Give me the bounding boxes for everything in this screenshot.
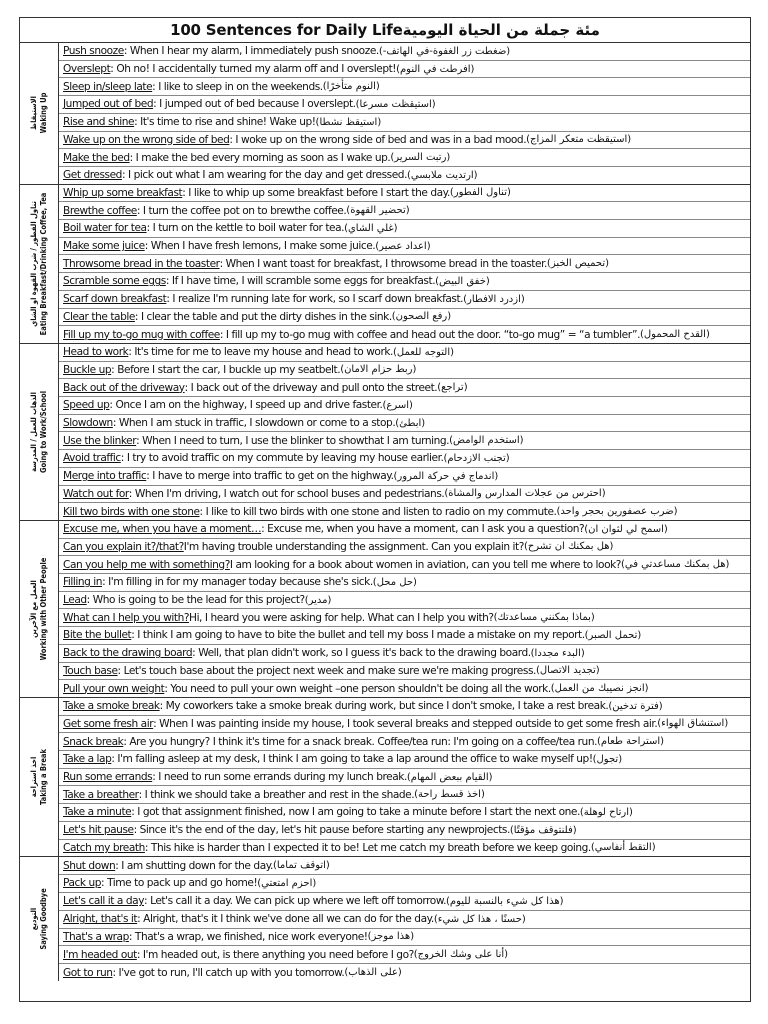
arabic-translation: (استنشاق الهواء) bbox=[657, 718, 729, 730]
phrase: Lead bbox=[63, 594, 87, 607]
arabic-translation: (القدح المحمول) bbox=[640, 329, 710, 341]
sentence-row bbox=[59, 61, 750, 79]
arabic-translation: (تجنب الازدحام) bbox=[443, 452, 510, 464]
sentence-row bbox=[59, 450, 750, 468]
example-sentence: : When I was painting inside my house, I took several breaks and stepped outside to get some fresh air. bbox=[153, 717, 658, 730]
phrase: Catch my breath bbox=[63, 841, 145, 854]
section bbox=[20, 521, 750, 698]
section bbox=[20, 185, 750, 344]
arabic-translation: (فلنتوقف مؤقتًا) bbox=[509, 824, 577, 836]
arabic-translation: (تجول) bbox=[592, 753, 623, 765]
section-label-text bbox=[29, 749, 49, 805]
arabic-translation: (حل محل) bbox=[372, 576, 417, 588]
example-sentence: I'm having trouble understanding the assignment. Can you explain it? bbox=[183, 540, 524, 553]
phrase: Boil water for tea bbox=[63, 222, 147, 235]
arabic-translation: (انجز نصيبك من العمل) bbox=[550, 683, 649, 695]
arabic-translation: (اعداد عصير) bbox=[375, 240, 431, 252]
phrase: Shut down bbox=[63, 859, 116, 872]
example-sentence: : Well, that plan didn't work, so I guess it's back to the drawing board. bbox=[192, 647, 531, 660]
phrase: I'm headed out bbox=[63, 948, 137, 961]
phrase: Bite the bullet bbox=[63, 629, 132, 642]
example-sentence: : I got that assignment finished, now I am going to take a minute before I start the next one. bbox=[131, 806, 580, 819]
section-side-label bbox=[20, 43, 59, 184]
arabic-translation: (القيام ببعض المهام) bbox=[406, 771, 493, 783]
page-title: 100 Sentences for Daily Lifeمئة جملة من الحياة اليومية bbox=[20, 18, 750, 43]
sentence-row bbox=[59, 149, 750, 167]
phrase: Can you explain it?/that? bbox=[63, 540, 184, 553]
arabic-translation: (غلي الشاي) bbox=[344, 222, 398, 234]
example-sentence: : Let's call it a day. We can pick up where we left off tomorrow. bbox=[144, 895, 446, 908]
phrase: Can you help me with something? bbox=[63, 558, 230, 571]
example-sentence: : It's time to rise and shine! Wake up! bbox=[134, 116, 316, 129]
example-sentence: : I like to whip up some breakfast before I start the day. bbox=[182, 186, 450, 199]
phrase: Take a smoke break bbox=[63, 700, 160, 713]
phrase: Let's hit pause bbox=[63, 824, 134, 837]
section bbox=[20, 698, 750, 857]
arabic-translation: (البدء مجددا) bbox=[530, 647, 585, 659]
arabic-translation: (خفق البيض) bbox=[435, 275, 490, 287]
sentence-row bbox=[59, 946, 750, 964]
section-label-en: Saying Goodbye bbox=[39, 888, 48, 950]
sentence-row bbox=[59, 751, 750, 769]
arabic-translation: (افرطت في النوم) bbox=[396, 63, 475, 75]
sentence-row bbox=[59, 344, 750, 362]
section-label-text bbox=[29, 888, 49, 949]
section-rows bbox=[59, 185, 750, 343]
arabic-translation: (اسرع) bbox=[382, 399, 413, 411]
sentence-row bbox=[59, 468, 750, 486]
arabic-translation: (رفع الصحون) bbox=[391, 311, 452, 323]
section-side-label bbox=[20, 698, 59, 856]
arabic-translation: (التوجه للعمل) bbox=[392, 346, 455, 358]
example-sentence: : It's time for me to leave my house and head to work. bbox=[128, 346, 393, 359]
sentence-row bbox=[59, 415, 750, 433]
sentence-row bbox=[59, 220, 750, 238]
example-sentence: : I am shutting down for the day. bbox=[115, 859, 273, 872]
phrase: Alright, that's it bbox=[63, 913, 138, 926]
arabic-translation: (استراحة طعام) bbox=[597, 736, 665, 748]
arabic-translation: (هذا موجز) bbox=[367, 931, 415, 943]
phrase: Kill two birds with one stone bbox=[63, 505, 200, 518]
phrase: Take a lap bbox=[63, 753, 112, 766]
example-sentence: : Oh no! I accidentally turned my alarm off and I overslept! bbox=[110, 63, 397, 76]
section-label-text bbox=[29, 391, 49, 473]
section-side-label bbox=[20, 185, 59, 343]
sentence-row bbox=[59, 326, 750, 343]
section-rows bbox=[59, 521, 750, 697]
section-side-label bbox=[20, 857, 59, 981]
sections-container bbox=[20, 43, 750, 981]
sentence-row bbox=[59, 663, 750, 681]
phrase: Make the bed bbox=[63, 151, 130, 164]
sentence-row bbox=[59, 716, 750, 734]
sentence-row bbox=[59, 875, 750, 893]
example-sentence: : I'm headed out, is there anything you need before I go? bbox=[136, 948, 414, 961]
phrase: Brewthe coffee bbox=[63, 204, 137, 217]
phrase: Pack up bbox=[63, 877, 102, 890]
sentence-row bbox=[59, 96, 750, 114]
sentence-row bbox=[59, 627, 750, 645]
example-sentence: : I jumped out of bed because I overslept. bbox=[153, 98, 356, 111]
sentence-row bbox=[59, 362, 750, 380]
sentence-row bbox=[59, 592, 750, 610]
arabic-translation: (تناول الفطور) bbox=[449, 187, 511, 199]
arabic-translation: (احترس من عجلات المدارس والمشاة) bbox=[444, 488, 606, 500]
section-label-en: Waking Up bbox=[39, 92, 48, 134]
document-sheet bbox=[19, 17, 751, 1002]
arabic-translation: (تجديد الاتصال) bbox=[535, 665, 600, 677]
arabic-translation: (استيقظ نشطا) bbox=[315, 116, 382, 128]
arabic-translation: (اندماج في حركة المرور) bbox=[393, 470, 499, 482]
phrase: Whip up some breakfast bbox=[63, 186, 183, 199]
section-label-ar: الذهاب للعمل / المدرسة bbox=[29, 392, 38, 472]
phrase: Avoid traffic bbox=[63, 452, 121, 465]
phrase: Get dressed bbox=[63, 169, 122, 182]
sentence-row bbox=[59, 574, 750, 592]
phrase: Get some fresh air bbox=[63, 717, 154, 730]
example-sentence: : I make the bed every morning as soon as I wake up. bbox=[129, 151, 391, 164]
example-sentence: : When I need to turn, I use the blinker to showthat I am turning. bbox=[136, 434, 450, 447]
sentence-row bbox=[59, 769, 750, 787]
sentence-row bbox=[59, 167, 750, 184]
arabic-translation: (أنا على وشك الخروج) bbox=[413, 949, 509, 961]
section bbox=[20, 344, 750, 521]
sentence-row bbox=[59, 840, 750, 857]
phrase: Throwsome bread in the toaster bbox=[63, 257, 220, 270]
sentence-row bbox=[59, 43, 750, 61]
sentence-row bbox=[59, 804, 750, 822]
phrase: Let's call it a day bbox=[63, 895, 145, 908]
sentence-row bbox=[59, 786, 750, 804]
example-sentence: : I'm falling asleep at my desk, I think I am going to take a lap around the office to wake myself up! bbox=[111, 753, 593, 766]
example-sentence: : I turn on the kettle to boil water for tea. bbox=[146, 222, 345, 235]
phrase: Buckle up bbox=[63, 363, 112, 376]
example-sentence: : Time to pack up and go home! bbox=[101, 877, 258, 890]
phrase: Jumped out of bed bbox=[63, 98, 154, 111]
example-sentence: Hi, I heard you were asking for help. What can I help you with? bbox=[189, 611, 494, 624]
phrase: Scarf down breakfast bbox=[63, 293, 167, 306]
sentence-row bbox=[59, 556, 750, 574]
phrase: Speed up bbox=[63, 399, 110, 412]
sentence-row bbox=[59, 680, 750, 697]
phrase: Clear the table bbox=[63, 310, 135, 323]
arabic-translation: (التقط أنفاسي) bbox=[590, 842, 656, 854]
section-rows bbox=[59, 857, 750, 981]
phrase: What can I help you with? bbox=[63, 611, 190, 624]
section-label-text bbox=[29, 93, 49, 134]
sentence-row bbox=[59, 698, 750, 716]
sentence-row bbox=[59, 893, 750, 911]
arabic-translation: (ازدرد الافطار) bbox=[463, 293, 525, 305]
section-label-ar: العمل مع الآخرين bbox=[29, 580, 38, 638]
example-sentence: : I need to run some errands during my lunch break. bbox=[152, 771, 407, 784]
arabic-translation: (هل بمكنك ان تشرح) bbox=[523, 541, 614, 553]
phrase: Overslept bbox=[63, 63, 111, 76]
section-label-ar: اخذ استراحة bbox=[29, 756, 38, 798]
phrase: Wake up on the wrong side of bed bbox=[63, 133, 230, 146]
sentence-row bbox=[59, 539, 750, 557]
section bbox=[20, 43, 750, 185]
example-sentence: : When I am stuck in traffic, I slowdown or come to a stop. bbox=[112, 417, 396, 430]
example-sentence: : I'm filling in for my manager today because she's sick. bbox=[102, 576, 373, 589]
sentence-row bbox=[59, 291, 750, 309]
phrase: Take a breather bbox=[63, 788, 139, 801]
example-sentence: : You need to pull your own weight –one person shouldn't be doing all the work. bbox=[164, 682, 551, 695]
section-label-ar: تناول الفطور / شرب القهوة او الشاي bbox=[29, 200, 38, 327]
example-sentence: : When I want toast for breakfast, I throwsome bread in the toaster. bbox=[219, 257, 547, 270]
example-sentence: : If I have time, I will scramble some eggs for breakfast. bbox=[165, 275, 436, 288]
arabic-translation: (ضرب عصفورين بحجر واحد) bbox=[556, 506, 678, 518]
arabic-translation: (فترة تدخين) bbox=[608, 700, 663, 712]
example-sentence: : I realize I'm running late for work, so I scarf down breakfast. bbox=[166, 293, 464, 306]
phrase: That's a wrap bbox=[63, 930, 129, 943]
sentence-row bbox=[59, 432, 750, 450]
section-rows bbox=[59, 43, 750, 184]
example-sentence: : I turn the coffee pot on to brewthe coffee. bbox=[136, 204, 347, 217]
arabic-translation: (اخذ قسط راحة) bbox=[414, 789, 485, 801]
arabic-translation: (ربط حزام الامان) bbox=[340, 364, 417, 376]
section-label-en: Taking a Break bbox=[39, 749, 48, 806]
example-sentence: : Let's touch base about the project next week and make sure we're making progress. bbox=[117, 664, 536, 677]
example-sentence: : I like to sleep in on the weekends. bbox=[152, 80, 323, 93]
sentence-row bbox=[59, 733, 750, 751]
sentence-row bbox=[59, 609, 750, 627]
arabic-translation: (بماذا بمكنني مساعدتك) bbox=[493, 612, 595, 624]
phrase: Excuse me, when you have a moment… bbox=[63, 523, 262, 536]
arabic-translation: (مدير) bbox=[304, 594, 332, 606]
sentence-row bbox=[59, 185, 750, 203]
phrase: Snack break bbox=[63, 735, 124, 748]
arabic-translation: (احزم امتعتي) bbox=[257, 877, 317, 889]
section-label-en: Working with Other People bbox=[39, 557, 48, 661]
section-label-ar: التوديع bbox=[29, 907, 38, 931]
arabic-translation: (هذا كل شيء بالنسبة لليوم) bbox=[446, 895, 564, 907]
sentence-row bbox=[59, 273, 750, 291]
arabic-translation: (تحمل الصبر) bbox=[584, 629, 642, 641]
phrase: Fill up my to-go mug with coffee bbox=[63, 328, 220, 341]
example-sentence: : My coworkers take a smoke break during work, but since I don't smoke, I take a rest break. bbox=[159, 700, 609, 713]
example-sentence: : When I'm driving, I watch out for school buses and pedestrians. bbox=[128, 487, 445, 500]
sentence-row bbox=[59, 238, 750, 256]
sentence-row bbox=[59, 521, 750, 539]
example-sentence: : I back out of the driveway and pull onto the street. bbox=[184, 381, 438, 394]
arabic-translation: (اسمح لي لثوان ان) bbox=[584, 523, 668, 535]
arabic-translation: (هل بمكنك مساعدتي في) bbox=[620, 559, 730, 571]
phrase: Back out of the driveway bbox=[63, 381, 185, 394]
example-sentence: : I try to avoid traffic on my commute by leaving my house earlier. bbox=[120, 452, 444, 465]
arabic-translation: (استيقظت متعكر المزاج) bbox=[526, 134, 632, 146]
phrase: Merge into traffic bbox=[63, 470, 147, 483]
example-sentence: : I think I am going to have to bite the bullet and tell my boss I made a mistake on my report. bbox=[131, 629, 585, 642]
example-sentence: : I pick out what I am wearing for the day and get dressed. bbox=[121, 169, 407, 182]
phrase: Make some juice bbox=[63, 240, 145, 253]
section-side-label bbox=[20, 344, 59, 520]
example-sentence: : Once I am on the highway, I speed up and drive faster. bbox=[109, 399, 383, 412]
sentence-row bbox=[59, 645, 750, 663]
phrase: Rise and shine bbox=[63, 116, 135, 129]
sentence-row bbox=[59, 132, 750, 150]
phrase: Scramble some eggs bbox=[63, 275, 166, 288]
example-sentence: : I've got to run, I'll catch up with you tomorrow. bbox=[112, 966, 345, 979]
phrase: Slowdown bbox=[63, 417, 113, 430]
example-sentence: : I think we should take a breather and rest in the shade. bbox=[138, 788, 415, 801]
sentence-row bbox=[59, 486, 750, 504]
arabic-translation: (تحضير القهوة) bbox=[346, 205, 410, 217]
sentence-row bbox=[59, 202, 750, 220]
example-sentence: : Who is going to be the lead for this project? bbox=[86, 594, 305, 607]
sentence-row bbox=[59, 397, 750, 415]
sentence-row bbox=[59, 255, 750, 273]
arabic-translation: (تراجع) bbox=[437, 382, 468, 394]
arabic-translation: (حسنًا ، هذا كل شيء) bbox=[433, 913, 526, 925]
example-sentence: : Since it's the end of the day, let's hit pause before starting any newprojects. bbox=[133, 824, 510, 837]
arabic-translation: (ارتاح لوهلة) bbox=[579, 806, 633, 818]
example-sentence: : Before I start the car, I buckle up my seatbelt. bbox=[111, 363, 341, 376]
example-sentence: : I clear the table and put the dirty dishes in the sink. bbox=[134, 310, 392, 323]
arabic-translation: (استيقظت مسرعا) bbox=[355, 98, 436, 110]
arabic-translation: (اتوقف تماما) bbox=[272, 860, 330, 872]
sentence-row bbox=[59, 964, 750, 981]
example-sentence: : When I hear my alarm, I immediately push snooze. bbox=[123, 45, 379, 58]
sentence-row bbox=[59, 503, 750, 520]
phrase: Head to work bbox=[63, 346, 129, 359]
example-sentence: : I like to kill two birds with one stone and listen to radio on my commute. bbox=[199, 505, 557, 518]
phrase: Take a minute bbox=[63, 806, 132, 819]
example-sentence: : I fill up my to-go mug with coffee and head out the door. “to-go mug” = “a tumbler”. bbox=[219, 328, 641, 341]
section-rows bbox=[59, 344, 750, 520]
example-sentence: : I have to merge into traffic to get on the highway. bbox=[146, 470, 394, 483]
phrase: Sleep in/sleep late bbox=[63, 80, 153, 93]
arabic-translation: (رتبت السرير) bbox=[390, 152, 451, 164]
arabic-translation: (على الذهاب) bbox=[344, 967, 402, 979]
section-label-text bbox=[29, 558, 49, 661]
section-rows bbox=[59, 698, 750, 856]
sentence-row bbox=[59, 114, 750, 132]
phrase: Back to the drawing board bbox=[63, 647, 193, 660]
phrase: Pull your own weight bbox=[63, 682, 165, 695]
section-label-en: Going to Work/School bbox=[39, 390, 48, 473]
phrase: Run some errands bbox=[63, 771, 153, 784]
section-label-en: Eating Breakfast/Drinking Coffee, Tea bbox=[39, 192, 48, 336]
sentence-row bbox=[59, 929, 750, 947]
phrase: Watch out for bbox=[63, 487, 129, 500]
arabic-translation: (ضغطت زر الغفوة-في الهاتف-) bbox=[378, 45, 511, 57]
example-sentence: : Are you hungry? I think it's time for a snack break. Coffee/tea run: I'm going on a coffee/tea run. bbox=[123, 735, 598, 748]
example-sentence: : This hike is harder than I expected it to be! Let me catch my breath before we keep going. bbox=[144, 841, 591, 854]
phrase: Filling in bbox=[63, 576, 103, 589]
section-label-text bbox=[29, 192, 49, 335]
sentence-row bbox=[59, 822, 750, 840]
sentence-row bbox=[59, 309, 750, 327]
sentence-row bbox=[59, 911, 750, 929]
arabic-translation: (ابطئ) bbox=[395, 417, 426, 429]
sentence-row bbox=[59, 379, 750, 397]
arabic-translation: (النوم متأخرًا) bbox=[322, 81, 380, 93]
sentence-row bbox=[59, 857, 750, 875]
example-sentence: : That's a wrap, we finished, nice work everyone! bbox=[128, 930, 368, 943]
example-sentence: : I woke up on the wrong side of bed and was in a bad mood. bbox=[229, 133, 527, 146]
example-sentence: I am looking for a book about women in aviation, can you tell me where to look? bbox=[229, 558, 621, 571]
arabic-translation: (استخدم الوامض) bbox=[449, 435, 524, 447]
phrase: Push snooze bbox=[63, 45, 124, 58]
arabic-translation: (ارتديت ملابسي) bbox=[407, 169, 478, 181]
phrase: Got to run bbox=[63, 966, 113, 979]
section bbox=[20, 857, 750, 981]
section-side-label bbox=[20, 521, 59, 697]
example-sentence: : When I have fresh lemons, I make some juice. bbox=[144, 240, 376, 253]
example-sentence: : Excuse me, when you have a moment, can I ask you a question? bbox=[261, 523, 585, 536]
sentence-row bbox=[59, 78, 750, 96]
arabic-translation: (تحميص الخبز) bbox=[546, 258, 610, 270]
phrase: Use the blinker bbox=[63, 434, 137, 447]
section-label-ar: الاستيقاظ bbox=[29, 96, 38, 131]
phrase: Touch base bbox=[63, 664, 118, 677]
example-sentence: : Alright, that's it I think we've done all we can do for the day. bbox=[137, 913, 434, 926]
